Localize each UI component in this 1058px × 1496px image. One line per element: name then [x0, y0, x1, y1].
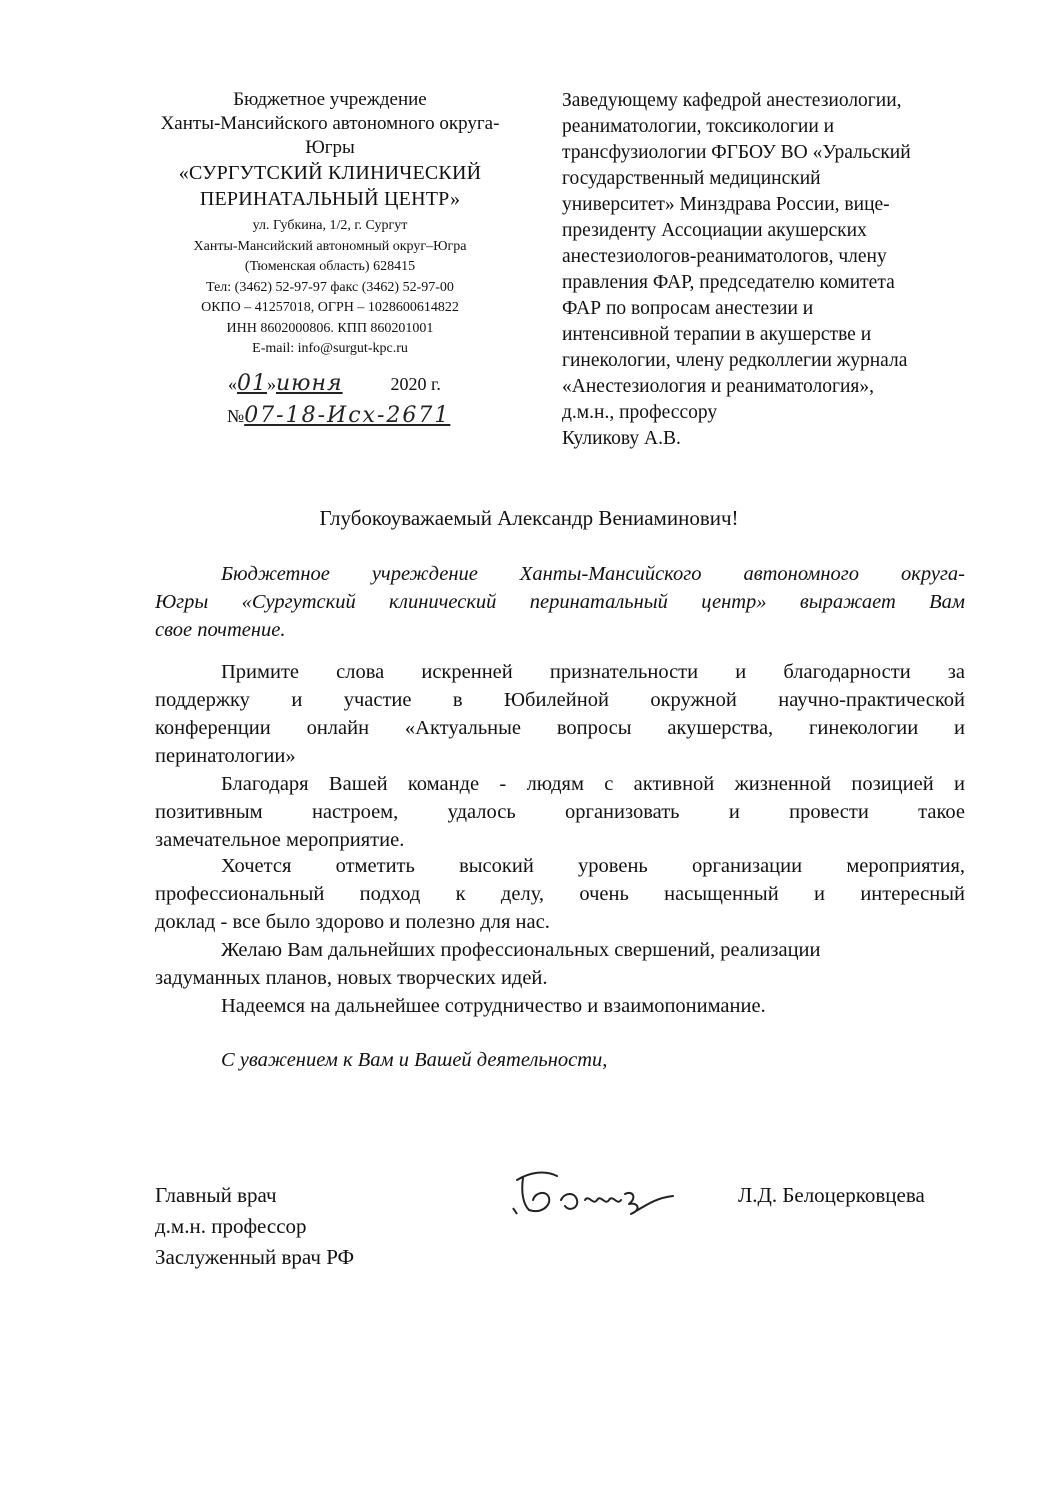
addressee-line: д.м.н., профессору: [562, 402, 718, 423]
paragraph-cooperation: [155, 992, 965, 1020]
number-value-handwritten: 07-18-Исх-2671: [244, 403, 451, 428]
addressee-line: президенту Ассоциации акушерских: [562, 220, 867, 241]
paragraph-line: Хочется отметить высокий уровень организации мероприятия,: [221, 855, 965, 877]
addressee-line: государственный медицинский: [562, 168, 821, 189]
paragraph-team: [155, 770, 965, 854]
handwritten-signature: [505, 1158, 685, 1233]
sender-email: E-mail: info@surgut-kpc.ru: [252, 341, 408, 356]
paragraph-greeting: [155, 560, 965, 644]
addressee-line: ФАР по вопросам анестезии и: [562, 298, 814, 319]
sender-name-line-2: ПЕРИНАТАЛЬНЫЙ ЦЕНТР»: [199, 188, 461, 210]
paragraph-line: профессиональный подход к делу, очень насыщенный и интересный: [155, 883, 965, 905]
paragraph-line: конференции онлайн «Актуальные вопросы акушерства, гинекологии и: [155, 717, 965, 739]
sender-org-line-2: Ханты-Мансийского автономного округа-: [160, 113, 500, 134]
sender-codes: ОКПО – 41257018, ОГРН – 1028600614822: [201, 300, 459, 315]
paragraph-line: Благодаря Вашей команде - людям с активной жизненной позицией и: [221, 773, 965, 795]
paragraph-line: Бюджетное учреждение Ханты-Мансийского автономного округа-: [221, 563, 965, 585]
addressee-block: [562, 88, 987, 452]
date-year: 2020 г.: [390, 374, 441, 394]
document-date: [228, 372, 441, 396]
sender-address-1: ул. Губкина, 1/2, г. Сургут: [252, 218, 408, 233]
paragraph-organization: [155, 852, 965, 936]
sender-address-3: (Тюменская область) 628415: [244, 259, 416, 274]
signatory-title-3: Заслуженный врач РФ: [155, 1245, 355, 1269]
number-prefix: №: [227, 406, 245, 426]
signatory-titles: [155, 1180, 354, 1273]
paragraph-line: Примите слова искренней признательности и благодарности за: [221, 661, 965, 683]
paragraph-line: Югры «Сургутский клинический перинатальный центр» выражает Вам: [155, 591, 965, 613]
addressee-line: анестезиологов-реаниматологов, члену: [562, 246, 887, 267]
addressee-line: Куликову А.В.: [562, 428, 681, 449]
sender-block: [120, 88, 540, 360]
salutation: Глубокоуважаемый Александр Вениаминович!: [319, 506, 739, 530]
paragraph-line: доклад - все было здорово и полезно для нас.: [155, 911, 550, 933]
closing-line: [155, 1046, 965, 1074]
date-day-handwritten: 01: [237, 371, 267, 396]
paragraph-line: свое почтение.: [155, 619, 286, 641]
signatory-title-2: д.м.н. профессор: [155, 1214, 307, 1238]
date-open-quote: «: [228, 374, 237, 394]
sender-name-line-1: «СУРГУТСКИЙ КЛИНИЧЕСКИЙ: [178, 162, 482, 184]
addressee-line: университет» Минздрава России, вице-: [562, 194, 890, 215]
addressee-line: реаниматологии, токсикологии и: [562, 116, 835, 137]
sender-phones: Тел: (3462) 52-97-97 факс (3462) 52-97-00: [206, 279, 454, 295]
addressee-line: интенсивной терапии в акушерстве и: [562, 324, 872, 345]
addressee-line: Заведующему кафедрой анестезиологии,: [562, 90, 902, 111]
signatory-title-1: Главный врач: [155, 1183, 277, 1207]
paragraph-line: перинатологии»: [155, 745, 296, 767]
sender-address-2: Ханты-Мансийский автономный округ–Югра: [193, 238, 467, 254]
date-close-quote: »: [267, 374, 276, 394]
closing-text: С уважением к Вам и Вашей деятельности,: [221, 1049, 608, 1071]
sender-inn: ИНН 8602000806. КПП 860201001: [226, 320, 434, 336]
addressee-line: «Анестезиология и реаниматология»,: [562, 376, 874, 397]
paragraph-line: поддержку и участие в Юбилейной окружной научно-практической: [155, 689, 965, 711]
signatory-name: Л.Д. Белоцерковцева: [738, 1183, 925, 1207]
addressee-line: правления ФАР, председателю комитета: [562, 272, 895, 293]
paragraph-wishes: [155, 936, 965, 992]
paragraph-line: позитивным настроем, удалось организовать и провести такое: [155, 801, 965, 823]
addressee-line: трансфузиологии ФГБОУ ВО «Уральский: [562, 142, 911, 163]
paragraph-gratitude: [155, 658, 965, 770]
paragraph-line: замечательное мероприятие.: [155, 829, 405, 851]
date-month-handwritten: июня: [276, 371, 343, 396]
paragraph-line: Желаю Вам дальнейших профессиональных свершений, реализации: [221, 939, 821, 961]
signature-scribble: [505, 1158, 685, 1228]
document-number: [227, 404, 450, 428]
paragraph-line: задуманных планов, новых творческих идей.: [155, 967, 548, 989]
sender-org-line-3: Югры: [305, 137, 355, 158]
addressee-line: гинекологии, члену редколлегии журнала: [562, 350, 908, 371]
sender-org-line-1: Бюджетное учреждение: [233, 89, 427, 110]
paragraph-line: Надеемся на дальнейшее сотрудничество и взаимопонимание.: [221, 995, 766, 1017]
